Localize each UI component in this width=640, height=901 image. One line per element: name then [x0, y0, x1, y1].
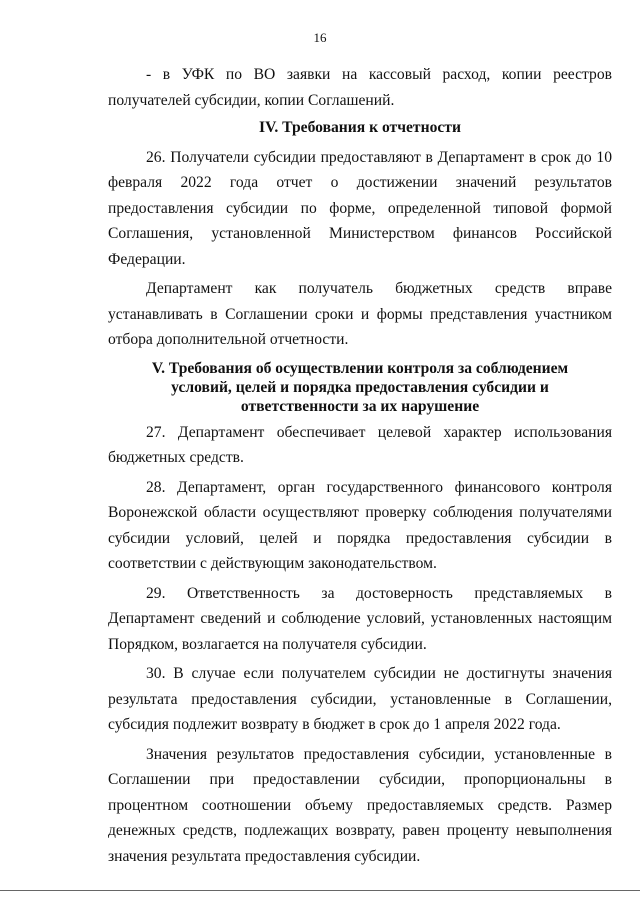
- paragraph-27: 27. Департамент обеспечивает целевой характер использования бюджетных средств.: [108, 423, 612, 466]
- section-heading-v-line-2: условий, целей и порядка предоставления субсидии и: [171, 378, 549, 396]
- section-heading-v: [108, 359, 612, 416]
- section-heading-v-line-1: V. Требования об осуществлении контроля за соблюдением: [151, 359, 569, 377]
- paragraph-26: 26. Получатели субсидии предоставляют в Департамент в срок до 10 февраля 2022 года отчет о достижении значений результатов предоставления субсидии по форме, определенной типовой формой Соглашения, установленной Министерством финансов Российской Федерации.: [108, 148, 612, 268]
- footer-divider: [0, 890, 640, 891]
- paragraph-ufk-documents: - в УФК по ВО заявки на кассовый расход, копии реестров получателей субсидии, копии Соглашений.: [108, 66, 612, 109]
- page-number: 16: [313, 30, 327, 45]
- paragraph-29: 29. Ответственность за достоверность представляемых в Департамент сведений и соблюдение условий, установленных настоящим Порядком, возлагается на получателя субсидии.: [108, 584, 612, 653]
- section-heading-iv: IV. Требования к отчетности: [259, 119, 461, 136]
- paragraph-28: 28. Департамент, орган государственного финансового контроля Воронежской области осуществляют проверку соблюдения получателями субсидии условий, целей и порядка предоставления субсидии в соответствии с действующим законодательством.: [108, 478, 612, 572]
- document-body: [108, 62, 612, 869]
- paragraph-30: 30. В случае если получателем субсидии не достигнуты значения результата предоставления субсидии, установленные в Соглашении, субсидия подлежит возврату в бюджет в срок до 1 апреля 2022 года.: [108, 665, 612, 733]
- section-heading-v-line-3: ответственности за их нарушение: [240, 397, 480, 415]
- paragraph-26-additional: Департамент как получатель бюджетных средств вправе устанавливать в Соглашении сроки и формы представления участником отбора дополнительной отчетности.: [108, 280, 612, 348]
- paragraph-30-results: Значения результатов предоставления субсидии, установленные в Соглашении при предоставлении субсидии, пропорциональны в процентном соотношении объему предоставляемых средств. Размер денежных средств, подлежащих возврату, равен проценту невыполнения значения результата предоставления субсидии.: [108, 745, 612, 865]
